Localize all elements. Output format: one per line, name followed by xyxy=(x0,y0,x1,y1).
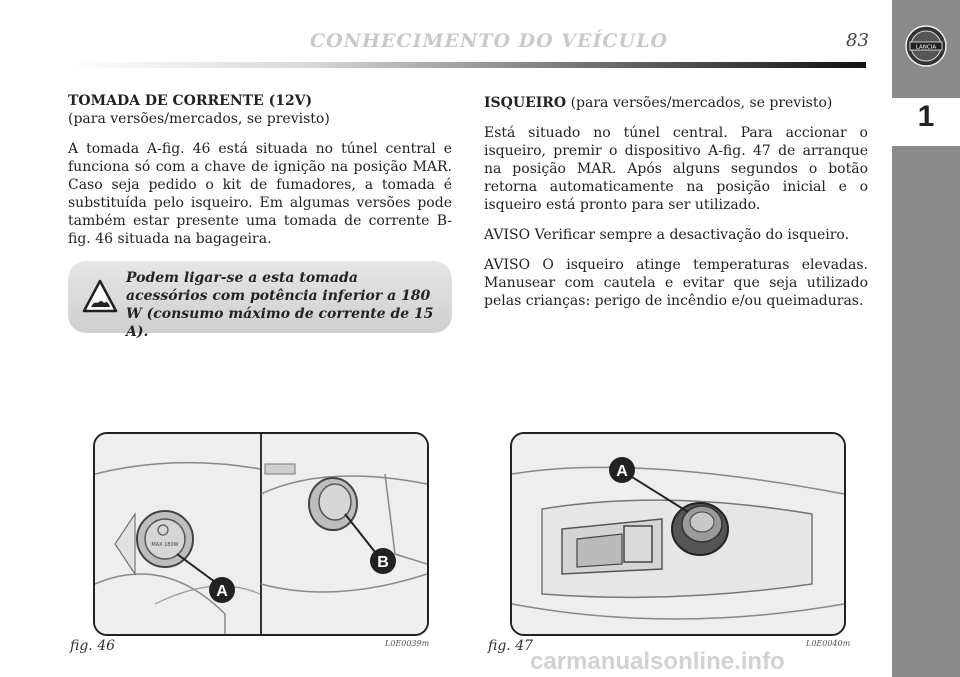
lighter-heading: ISQUEIRO xyxy=(484,95,567,111)
figure-47 xyxy=(510,432,846,636)
lighter-notice-2: AVISO O isqueiro atinge temperaturas elevadas. Manusear com cautela e evitar que seja utilizado pelas crianças: perigo de incêndio e/ou queimaduras. xyxy=(484,257,868,309)
lighter-notice-1: AVISO Verificar sempre a desactivação do isqueiro. xyxy=(484,227,850,243)
lighter-paragraph: Está situado no túnel central. Para accionar o isqueiro, premir o dispositivo A-fig. 47 de arranque na posição MAR. Após alguns segundos o botão retorna automaticamente na posição inicial e o isqueiro está pronto para ser utilizado. xyxy=(484,125,868,213)
watermark: carmanualsonline.info xyxy=(530,648,785,675)
right-column xyxy=(484,94,868,322)
lighter-heading-suffix: (para versões/mercados, se previsto) xyxy=(566,95,833,111)
warning-box xyxy=(68,261,452,340)
socket-subheading: (para versões/mercados, se previsto) xyxy=(68,111,330,127)
header-rule xyxy=(70,62,866,68)
figure-47-caption: fig. 47 xyxy=(488,638,534,654)
figure-46-label-a: A xyxy=(216,583,228,600)
figure-47-illustration xyxy=(512,434,844,634)
figure-46-code: L0E0039m xyxy=(385,639,430,648)
lancia-logo-icon xyxy=(904,24,948,68)
logo-text: LANCIA xyxy=(915,44,937,51)
figure-47-label-a: A xyxy=(616,463,628,480)
warning-triangle-icon xyxy=(82,279,118,313)
figure-46-illustration xyxy=(95,434,427,634)
socket-paragraph: A tomada A-fig. 46 está situada no túnel central e funciona só com a chave de ignição na posição MAR. Caso seja pedido o kit de fumadores, a tomada é substituída pelo isqueiro. Em algumas versões pode também estar presente uma tomada de corrente B-fig. 46 situada na bagageira. xyxy=(68,141,452,247)
left-column xyxy=(68,92,452,260)
figure-47-code: L0E0040m xyxy=(806,639,851,648)
warning-text: Podem ligar-se a esta tomada acessórios com potência inferior a 180 W (consumo máximo de corrente de 15 A). xyxy=(126,270,434,340)
figure-46 xyxy=(93,432,429,636)
socket-heading: TOMADA DE CORRENTE (12V) xyxy=(68,93,313,109)
figure-46-label-b: B xyxy=(377,554,389,571)
page-number: 83 xyxy=(846,30,869,51)
page-header-title: CONHECIMENTO DO VEÍCULO xyxy=(310,30,669,52)
chapter-number: 1 xyxy=(917,100,935,133)
socket-rating-label: MAX 180W xyxy=(151,542,179,548)
figure-46-caption: fig. 46 xyxy=(70,638,116,654)
